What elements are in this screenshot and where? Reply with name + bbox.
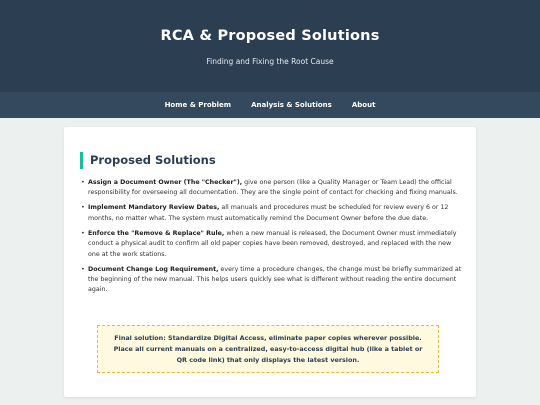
bullet-icon: • [81, 179, 85, 186]
list-item [81, 265, 462, 296]
solution-text: all manuals and procedures must be scheduled for review every 6 or 12 months, no matter what. The system must automatically remind the Document Owner before the due date. [88, 204, 449, 222]
solution-text: every time a procedure changes, the change must be briefly summarized at the beginning of the new manual. This helps users quickly see what is different without reading the entire document again. [88, 265, 462, 294]
nav-link-home-problem[interactable]: Home & Problem [164, 101, 232, 109]
content-card [64, 127, 476, 397]
solution-title: Enforce the "Remove & Replace" Rule, [88, 229, 225, 237]
solution-title: Document Change Log Requirement, [88, 265, 219, 273]
bullet-icon: • [81, 265, 85, 273]
solution-title: Assign a Document Owner (The "Checker"), [88, 179, 243, 186]
solution-title: Implement Mandatory Review Dates, [88, 204, 220, 212]
section-title: Proposed Solutions [80, 152, 216, 169]
bullet-icon: • [81, 229, 85, 237]
page-title: RCA & Proposed Solutions [160, 28, 380, 44]
page-header [0, 0, 540, 92]
main-nav [0, 92, 540, 118]
list-item [81, 203, 462, 224]
solution-text: give one person (like a Quality Manager or Team Lead) the official responsibility for overseeing all documentation. They are the single point of contact for checking and fixing manuals. [88, 179, 458, 197]
page-subtitle: Finding and Fixing the Root Cause [206, 57, 334, 66]
solutions-list [81, 178, 462, 300]
final-solution-callout: Final solution: Standardize Digital Access, eliminate paper copies wherever possible. Place all current manuals on a centralized, easy-to-access digital hub (like a tablet or QR code link) that only displays the latest version. [97, 325, 439, 373]
bullet-icon: • [81, 204, 85, 212]
solution-text: when a new manual is released, the Document Owner must immediately conduct a physical audit to confirm all old paper copies have been removed, destroyed, and replaced with the new one at the work stations. [88, 229, 457, 258]
list-item [81, 178, 462, 199]
nav-link-about[interactable]: About [351, 101, 376, 109]
nav-link-analysis-solutions[interactable]: Analysis & Solutions [251, 101, 332, 109]
list-item [81, 229, 462, 260]
